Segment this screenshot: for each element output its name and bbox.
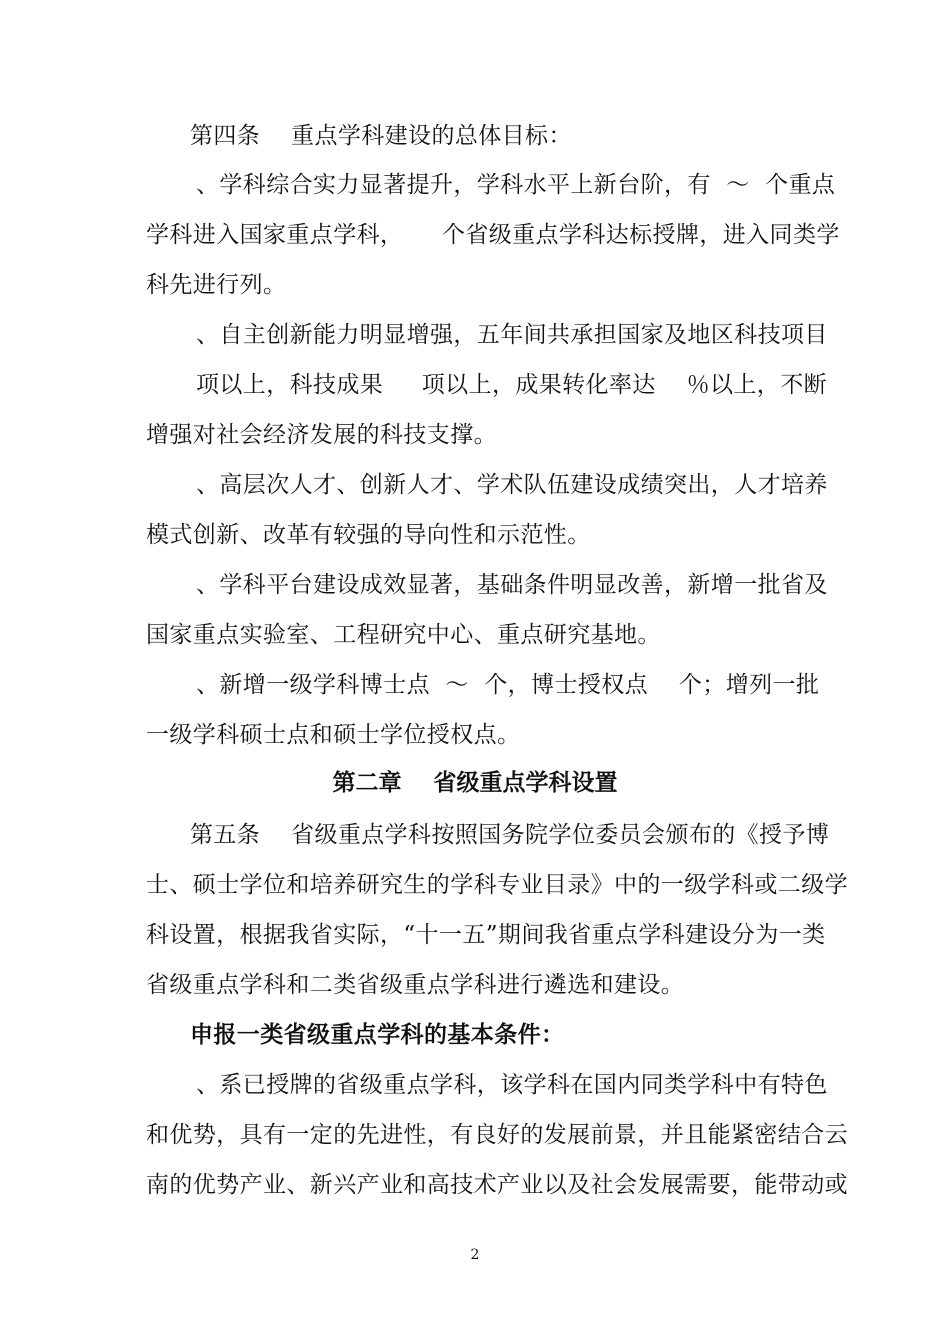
paragraph-line: 一级学科硕士点和硕士学位授权点。 (146, 722, 521, 748)
paragraph-line: 南的优势产业、新兴产业和高技术产业以及社会发展需要，能带动或 (146, 1172, 848, 1198)
paragraph-line: 增强对社会经济发展的科技支撑。 (146, 422, 497, 448)
paragraph-line: 科设置，根据我省实际，“十一五”期间我省重点学科建设分为一类 (146, 922, 826, 948)
paragraph-line: 和优势，具有一定的先进性，有良好的发展前景，并且能紧密结合云 (146, 1122, 848, 1148)
paragraph-line: 、学科综合实力显著提升，学科水平上新台阶，有 ～ 个重点 (196, 172, 836, 198)
paragraph-line: 士、硕士学位和培养研究生的学科专业目录》中的一级学科或二级学 (146, 872, 848, 898)
paragraph-line: 国家重点实验室、工程研究中心、重点研究基地。 (146, 622, 661, 648)
paragraph-line: 学科进入国家重点学科， 个省级重点学科达标授牌，进入同类学 (146, 222, 840, 248)
chapter-heading: 第二章 省级重点学科设置 (332, 770, 618, 796)
article-4-title: 第四条 重点学科建设的总体目标： (190, 123, 572, 149)
paragraph-line: 省级重点学科和二类省级重点学科进行遴选和建设。 (146, 972, 685, 998)
paragraph-line: 第五条 省级重点学科按照国务院学位委员会颁布的《授予博 (190, 822, 830, 848)
page-number: 2 (470, 1247, 480, 1263)
section-subheading: 申报一类省级重点学科的基本条件： (190, 1022, 565, 1048)
paragraph-line: 、新增一级学科博士点 ～ 个，博士授权点 个；增列一批 (196, 672, 820, 698)
paragraph-line: 模式创新、改革有较强的导向性和示范性。 (146, 522, 591, 548)
paragraph-line: 项以上，科技成果 项以上，成果转化率达 ％以上，不断 (196, 372, 827, 398)
paragraph-line: 、高层次人才、创新人才、学术队伍建设成绩突出，人才培养 (196, 472, 828, 498)
paragraph-line: 科先进行列。 (146, 272, 287, 298)
paragraph-line: 、学科平台建设成效显著，基础条件明显改善，新增一批省及 (196, 572, 828, 598)
paragraph-line: 、系已授牌的省级重点学科，该学科在国内同类学科中有特色 (196, 1072, 828, 1098)
paragraph-line: 、自主创新能力明显增强，五年间共承担国家及地区科技项目 (196, 322, 828, 348)
